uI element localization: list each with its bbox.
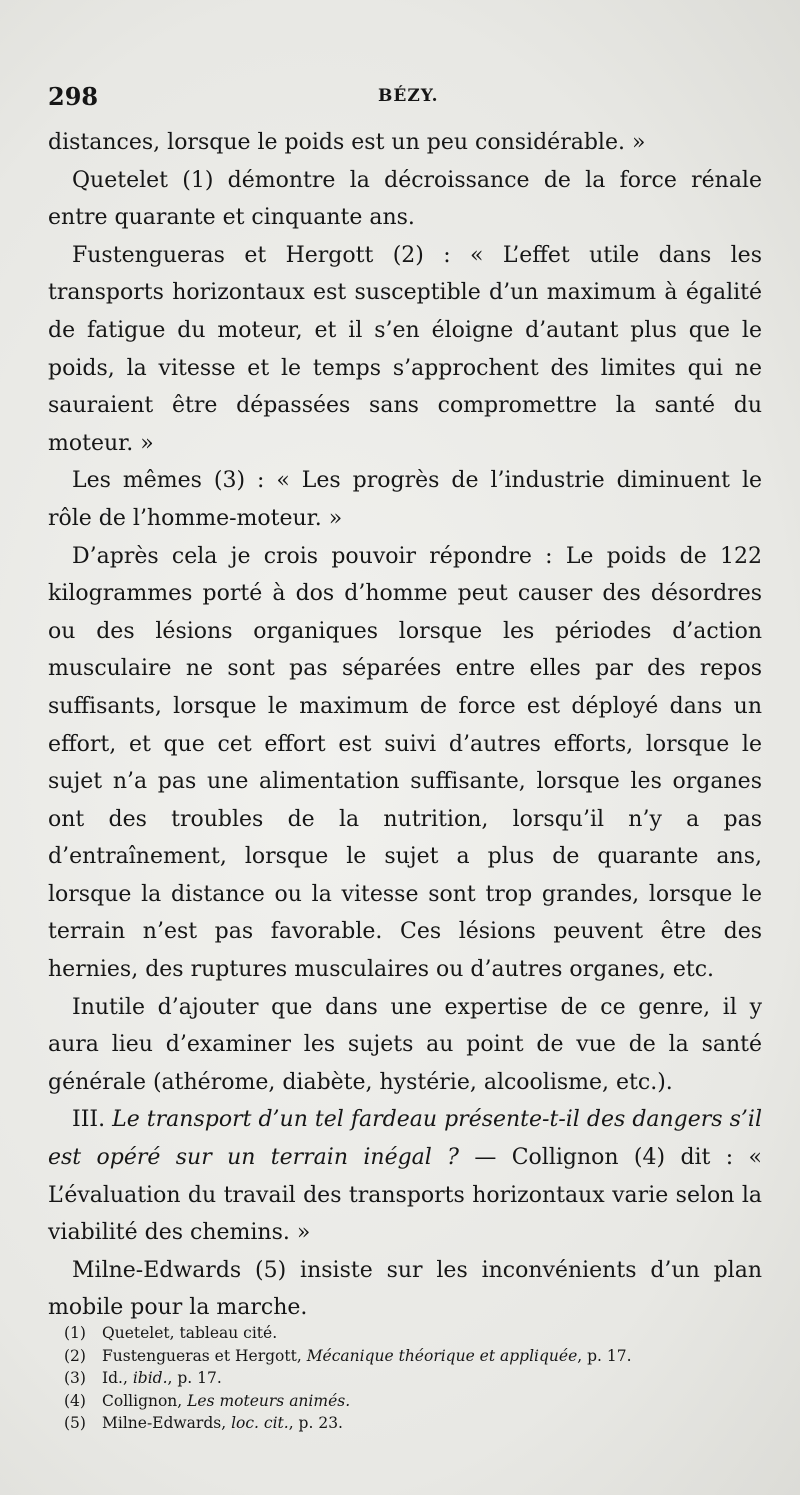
footnote bbox=[64, 1322, 764, 1345]
paragraph-question-three bbox=[48, 1101, 762, 1251]
footnote-text: Fustengueras et Hergott, bbox=[102, 1346, 307, 1365]
footnote-number: (1) bbox=[64, 1324, 86, 1342]
footnote-title: Mécanique théorique et appliquée bbox=[306, 1346, 578, 1365]
footnote-text: Id., bbox=[102, 1369, 133, 1387]
question-text: Le transport d’un tel fardeau présente-t-il des dangers s’il est opéré sur un terrain inégal ? bbox=[48, 1107, 762, 1171]
running-head: BÉZY. bbox=[378, 86, 439, 106]
section-numeral: III. bbox=[72, 1107, 113, 1133]
paragraph-fustengueras: Fustengueras et Hergott (2) : « L’effet utile dans les transports horizontaux est susceptible d’un maximum à égalité de fatigue du moteur, et il s’en éloigne d’autant plus que le poids, la vitesse et le temps s’approchent des limites qui ne sauraient être dépassées sans compromettre la santé du moteur. » bbox=[48, 242, 762, 456]
paragraph-answer: D’après cela je crois pouvoir répondre : Le poids de 122 kilogrammes porté à dos d’homme peut causer des désordres ou des lésions organiques lorsque les périodes d’action musculaire ne sont pas séparées entre elles par des repos suffisants, lorsque le maximum de force est déployé dans un effort, et que cet effort est suivi d’autres efforts, lorsque le sujet n’a pas une alimentation suffisante, lorsque les organes ont des troubles de la nutrition, lorsqu’il n’y a pas d’entraînement, lorsque le sujet a plus de quarante ans, lorsque la distance ou la vitesse sont trop grandes, lorsque le terrain n’est pas favorable. Ces lésions peuvent être des hernies, des ruptures musculaires ou d’autres organes, etc. bbox=[48, 543, 762, 983]
footnote bbox=[64, 1367, 764, 1390]
footnote bbox=[64, 1390, 764, 1413]
footnote bbox=[64, 1345, 764, 1368]
footnote-title: ibid. bbox=[132, 1369, 168, 1387]
paragraph-les-memes: Les mêmes (3) : « Les progrès de l’industrie diminuent le rôle de l’homme-moteur. » bbox=[48, 468, 762, 531]
footnote-number: (4) bbox=[64, 1391, 86, 1410]
paragraph-inutile: Inutile d’ajouter que dans une expertise de ce genre, il y aura lieu d’examiner les sujets au point de vue de la santé générale (athérome, diabète, hystérie, alcoolisme, etc.). bbox=[48, 994, 762, 1095]
footnote-number: (3) bbox=[64, 1369, 86, 1387]
footnote bbox=[64, 1412, 764, 1435]
footnote-text: Quetelet, tableau cité. bbox=[102, 1324, 278, 1342]
footnote-text: Collignon, bbox=[102, 1391, 188, 1410]
footnote-text: Milne-Edwards, bbox=[102, 1414, 232, 1432]
footnote-title: Les moteurs animés. bbox=[187, 1391, 351, 1410]
paragraph-quetelet: Quetelet (1) démontre la décroissance de la force rénale entre quarante et cinquante ans. bbox=[48, 167, 762, 231]
footnote-number: (2) bbox=[64, 1346, 86, 1365]
footnote-page: , p. 17. bbox=[167, 1369, 222, 1387]
paragraph-continuation: distances, lorsque le poids est un peu considérable. » bbox=[48, 130, 646, 155]
paragraph-milne-edwards: Milne-Edwards (5) insiste sur les inconvénients d’un plan mobile pour la marche. bbox=[48, 1257, 762, 1321]
page-header bbox=[48, 82, 762, 116]
footnote-page: , p. 17. bbox=[577, 1346, 632, 1365]
footnote-title: loc. cit. bbox=[231, 1414, 289, 1432]
page-number: 298 bbox=[48, 82, 99, 111]
footnote-page: , p. 23. bbox=[288, 1414, 343, 1432]
body-text bbox=[48, 124, 762, 1327]
collignon-quote: — Collignon (4) dit : « L’évaluation du travail des transports horizontaux varie selon la viabilité des chemins. » bbox=[48, 1145, 762, 1246]
footnote-number: (5) bbox=[64, 1414, 86, 1432]
footnotes bbox=[64, 1322, 764, 1435]
